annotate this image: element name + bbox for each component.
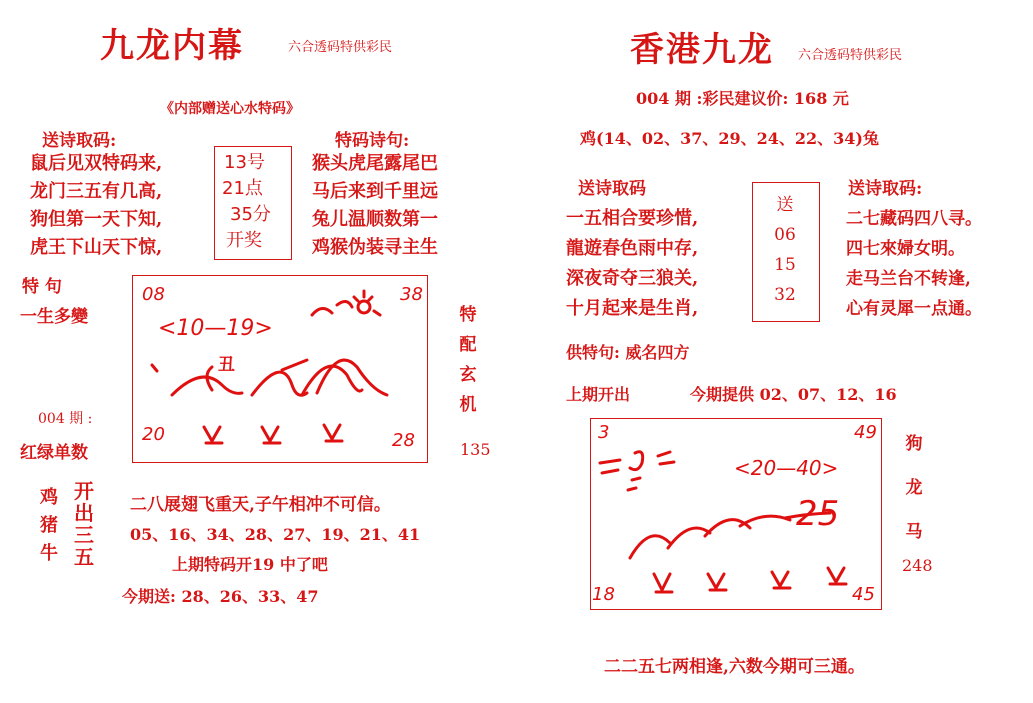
vert-char: 特 <box>459 305 477 325</box>
left-vert-label <box>458 300 478 420</box>
left-poem-right-head: 特码诗句: <box>335 131 410 151</box>
left-issue: 004 期 : <box>38 411 93 427</box>
kaichu-char: 三 <box>74 523 94 547</box>
left-tagline: 《内部赠送心水特码》 <box>160 101 300 117</box>
vert-char: 龙 <box>905 478 923 498</box>
sketch-mid-number: 25 <box>796 494 840 534</box>
sketch-br-number: 45 <box>852 584 875 605</box>
poem-line: 十月起来是生肖, <box>566 298 699 319</box>
poem-line: 狗但第一天下知, <box>30 209 163 230</box>
right-poem-head: 送诗取码 <box>578 179 646 199</box>
left-subtitle: 六合透码特供彩民 <box>288 40 393 55</box>
send-box-line: 06 <box>774 225 796 245</box>
poem-line: 心有灵犀一点通。 <box>846 299 982 319</box>
animal: 猪 <box>40 515 58 536</box>
poem-line: 马后来到千里远 <box>312 181 438 202</box>
right-shangqi: 上期开出 <box>566 385 631 404</box>
right-footer: 二二五七两相逢,六数今期可三通。 <box>604 657 865 677</box>
sketch-range: <10—19> <box>158 316 273 341</box>
poem-line: 龙门三五有几高, <box>30 181 163 202</box>
hongl-label: 红绿单数 <box>20 443 88 463</box>
draw-time-line: 35分 <box>230 204 271 225</box>
te-ju-label: 特 句 <box>22 277 62 297</box>
poem-line: 鼠后见双特码来, <box>30 153 163 174</box>
animal: 鸡 <box>40 487 58 508</box>
right-subtitle: 六合透码特供彩民 <box>798 48 903 63</box>
vert-char: 配 <box>459 335 477 355</box>
right-ji-line: 鸡(14、02、37、29、24、22、34)兔 <box>580 129 880 148</box>
left-line2: 05、16、34、28、27、19、21、41 <box>130 525 421 544</box>
sketch-tr-number: 49 <box>854 422 877 443</box>
right-sketch-drawing <box>590 418 880 608</box>
poem-line: 一五相合要珍惜, <box>566 208 699 229</box>
poem-line: 虎王下山天下惊, <box>30 237 163 258</box>
right-poem-right <box>846 204 982 324</box>
draw-time-line: 开奖 <box>226 230 262 251</box>
poem-line: 走马兰台不转逢, <box>846 269 971 289</box>
send-box-line: 15 <box>774 255 796 275</box>
draw-time-line: 21点 <box>222 178 263 199</box>
draw-time <box>222 150 271 254</box>
kaichu-char: 五 <box>74 545 94 569</box>
right-title: 香港九龙 <box>630 30 774 70</box>
right-poem-right-head: 送诗取码: <box>848 179 923 199</box>
draw-time-line: 13号 <box>224 152 265 173</box>
poem-line: 深夜奇夺三狼关, <box>566 268 699 289</box>
vert-char: 机 <box>459 395 477 415</box>
left-poem-right <box>312 150 438 262</box>
right-jinqi: 今期提供 02、07、12、16 <box>690 385 897 404</box>
left-poem-head: 送诗取码: <box>42 131 117 151</box>
kaichu-label <box>74 480 94 568</box>
left-poem <box>30 150 162 262</box>
vert-char: 狗 <box>905 434 923 454</box>
kaichu-char: 出 <box>74 501 94 525</box>
send-box-line: 32 <box>774 285 796 305</box>
right-poem <box>566 204 698 324</box>
left-line1: 二八展翅飞重天,子午相冲不可信。 <box>130 495 391 515</box>
right-gong-line: 供特句: 威名四方 <box>566 343 690 362</box>
right-vert-label <box>904 422 924 554</box>
sketch-tl-number: 3 <box>598 422 610 443</box>
poem-line: 猴头虎尾露尾巴 <box>312 153 438 174</box>
left-sketch-drawing <box>132 275 426 461</box>
sketch-char: 丑 <box>218 355 235 375</box>
yisheng-label: 一生多變 <box>20 307 88 327</box>
left-line4: 今期送: 28、26、33、47 <box>122 587 319 606</box>
right-num248: 248 <box>902 556 933 575</box>
sketch-range: <20—40> <box>734 456 839 480</box>
vert-char: 马 <box>905 522 923 542</box>
poem-line: 二七藏码四八寻。 <box>846 209 982 229</box>
animal-list <box>40 484 58 568</box>
sketch-bl-number: 20 <box>142 424 165 445</box>
send-box-line: 送 <box>776 195 794 215</box>
left-title: 九龙内幕 <box>100 26 244 66</box>
left-line3: 上期特码开19 中了吧 <box>172 555 328 574</box>
send-box-content <box>752 190 818 310</box>
poem-line: 兔儿温顺数第一 <box>312 209 438 230</box>
vert-char: 玄 <box>459 365 477 385</box>
sketch-tl-number: 08 <box>142 284 165 305</box>
sketch-bl-number: 18 <box>592 584 615 605</box>
left-num135: 135 <box>460 440 491 459</box>
right-issue-line: 004 期 :彩民建议价: 168 元 <box>636 89 849 108</box>
kaichu-char: 开 <box>74 479 94 503</box>
sketch-tr-number: 38 <box>400 284 423 305</box>
poem-line: 鸡猴伪装寻主生 <box>312 237 438 258</box>
poem-line: 龍遊春色雨中存, <box>566 238 699 259</box>
sketch-br-number: 28 <box>392 430 415 451</box>
animal: 牛 <box>40 543 58 564</box>
poem-line: 四七來婦女明。 <box>846 239 965 259</box>
